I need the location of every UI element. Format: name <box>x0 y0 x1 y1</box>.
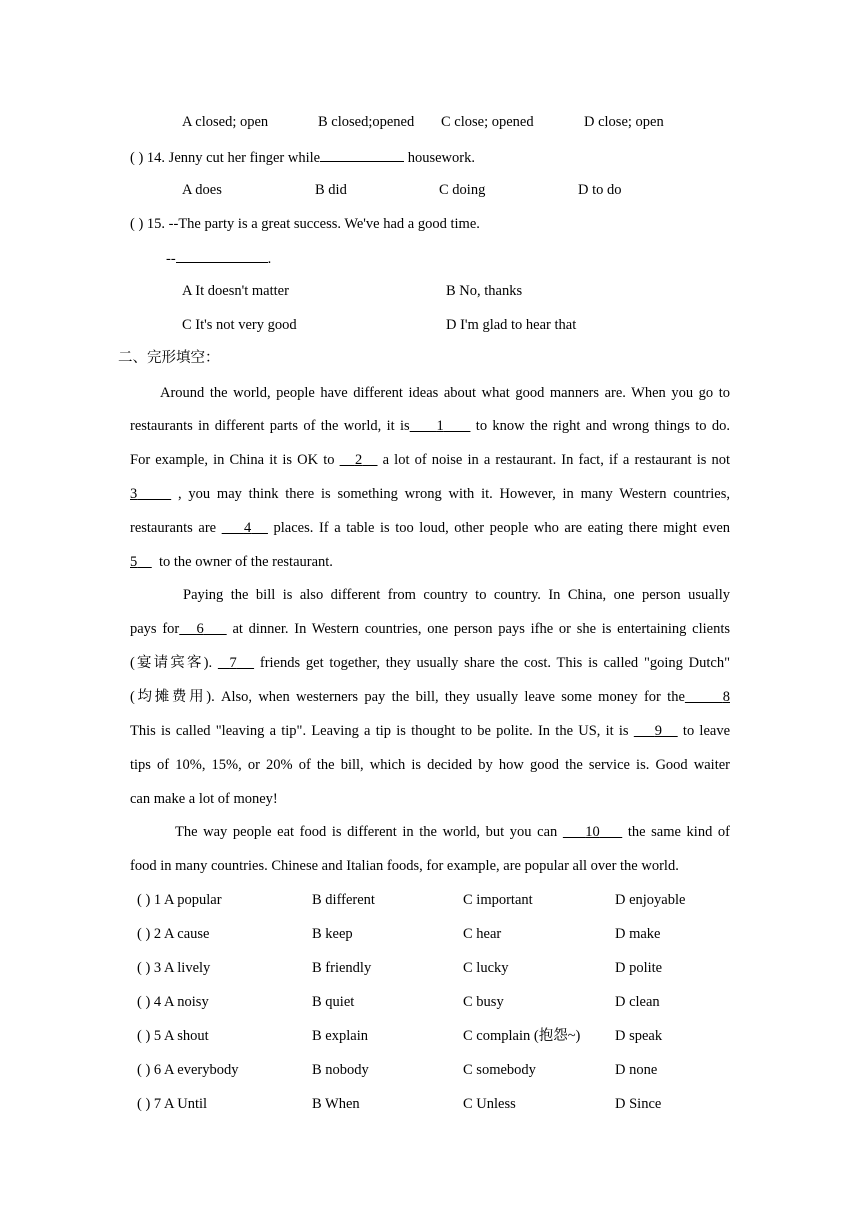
passage-line: The way people eat food is different in the world, but you can 10 the same kind of <box>175 824 731 840</box>
passage-line: tips of 10%, 15%, or 20% of the bill, which is decided by how good the service is. Good waiter <box>130 757 730 773</box>
passage-line: restaurants are 4 places. If a table is too loud, other people who are eating there might even <box>130 520 731 536</box>
cloze-option-6-d: D none <box>615 1062 658 1078</box>
q15-reply <box>166 248 271 268</box>
passage-line: 3 , you may think there is something wrong with it. However, in many Western countries, <box>130 486 731 502</box>
passage-line: (宴请宾客). 7 friends get together, they usually share the cost. This is called "going Dutch" <box>130 655 731 671</box>
cloze-option-6-n: ( ) 6 A everybody <box>137 1062 239 1078</box>
blank-7: 7 <box>229 655 237 671</box>
blank-9: 9 <box>654 723 662 739</box>
answer-paren: ( ) 15. <box>130 216 166 232</box>
cloze-option-5-n: ( ) 5 A shout <box>137 1028 209 1044</box>
cloze-option-1-n: ( ) 1 A popular <box>137 892 222 908</box>
passage-line: pays for 6 at dinner. In Western countries, one person pays ifhe or she is entertaining clients <box>130 621 731 637</box>
q15-option-d: D I'm glad to hear that <box>446 317 577 333</box>
q13-option-d: D close; open <box>584 114 664 130</box>
cloze-option-5-b: B explain <box>312 1028 368 1044</box>
cloze-option-7-n: ( ) 7 A Until <box>137 1096 208 1112</box>
blank-4: 4 <box>243 520 252 536</box>
cloze-option-1-c: C important <box>463 892 533 908</box>
q15-option-c: C It's not very good <box>182 317 297 333</box>
question-text: --The party is a great success. We've had a good time. <box>168 216 480 232</box>
cloze-option-6-b: B nobody <box>312 1062 369 1078</box>
cloze-option-3-c: C lucky <box>463 960 509 976</box>
cloze-option-4-c: C busy <box>463 994 504 1010</box>
cloze-option-4-n: ( ) 4 A noisy <box>137 994 209 1010</box>
cloze-option-3-n: ( ) 3 A lively <box>137 960 211 976</box>
blank-8: 8 <box>722 689 730 705</box>
cloze-option-7-c: C Unless <box>463 1096 516 1112</box>
reply-end: . <box>267 251 272 267</box>
q13-option-c: C close; opened <box>441 114 534 130</box>
blank-2: 2 <box>354 452 363 468</box>
q14-option-b: B did <box>315 182 347 198</box>
cloze-option-2-d: D make <box>615 926 661 942</box>
cloze-option-4-d: D clean <box>615 994 660 1010</box>
cloze-option-6-c: C somebody <box>463 1062 536 1078</box>
q13-option-a: A closed; open <box>182 114 269 130</box>
cloze-option-5-d: D speak <box>615 1028 663 1044</box>
reply-dash: -- <box>166 251 176 267</box>
q14-option-d: D to do <box>578 182 622 198</box>
cloze-option-1-d: D enjoyable <box>615 892 686 908</box>
cloze-option-1-b: B different <box>312 892 375 908</box>
passage-line: 5 to the owner of the restaurant. <box>130 554 333 570</box>
cloze-option-2-n: ( ) 2 A cause <box>137 926 210 942</box>
passage-line: This is called "leaving a tip". Leaving a tip is thought to be polite. In the US, it is 9 to leave <box>130 723 731 739</box>
passage-line: can make a lot of money! <box>130 791 278 807</box>
passage-line: food in many countries. Chinese and Italian foods, for example, are popular all over the world. <box>130 858 679 874</box>
blank-6: 6 <box>196 621 204 637</box>
question-15 <box>130 215 480 233</box>
blank-1: 1 <box>436 418 444 434</box>
q13-option-b: B closed;opened <box>318 114 415 130</box>
passage-line: Around the world, people have different ideas about what good manners are. When you go to <box>160 385 730 401</box>
cloze-option-2-c: C hear <box>463 926 502 942</box>
blank-10: 10 <box>585 824 600 840</box>
passage-line: (均摊费用). Also, when westerners pay the bill, they usually leave some money for the 8 <box>130 689 730 705</box>
cloze-option-7-d: D Since <box>615 1096 662 1112</box>
cloze-option-4-b: B quiet <box>312 994 355 1010</box>
cloze-option-5-c: C complain (抱怨~) <box>463 1028 581 1044</box>
cloze-option-2-b: B keep <box>312 926 353 942</box>
question-text-end: housework. <box>407 150 475 166</box>
question-text: Jenny cut her finger while <box>168 150 321 166</box>
cloze-option-3-d: D polite <box>615 960 663 976</box>
answer-blank <box>320 147 404 162</box>
answer-paren: ( ) 14. <box>130 150 166 166</box>
q15-option-b: B No, thanks <box>446 283 523 299</box>
cloze-option-7-b: B When <box>312 1096 360 1112</box>
passage-line: Paying the bill is also different from country to country. In China, one person usually <box>183 587 730 603</box>
section-title: 二、完形填空： <box>118 350 220 366</box>
q14-option-a: A does <box>182 182 222 198</box>
q14-option-c: C doing <box>439 182 486 198</box>
passage-line: For example, in China it is OK to 2 a lot of noise in a restaurant. In fact, if a restaurant is not <box>130 452 731 468</box>
blank-5: 5 <box>130 554 138 570</box>
answer-blank <box>176 248 268 263</box>
passage-line: restaurants in different parts of the world, it is 1 to know the right and wrong things to do. <box>130 418 731 434</box>
q15-option-a: A It doesn't matter <box>182 283 289 299</box>
blank-3: 3 <box>130 486 138 502</box>
cloze-option-3-b: B friendly <box>312 960 372 976</box>
question-14 <box>130 147 475 167</box>
